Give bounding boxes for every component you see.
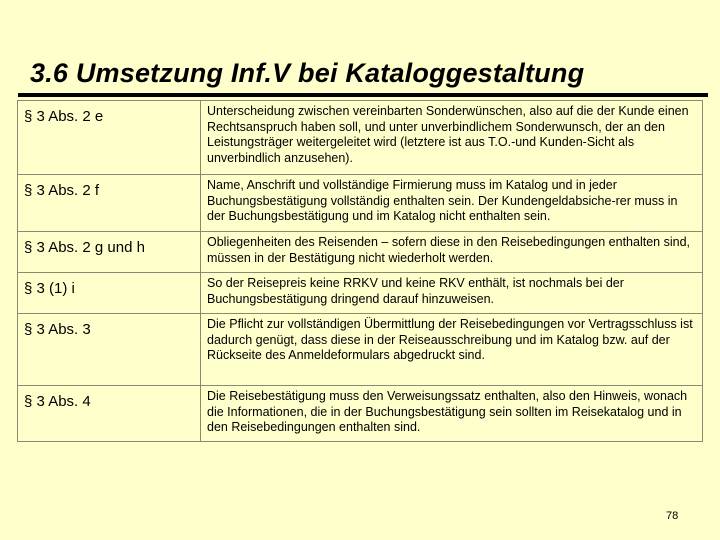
table-row: [18, 232, 703, 273]
regulations-table: [17, 100, 703, 442]
slide-title: 3.6 Umsetzung Inf.V bei Kataloggestaltung: [30, 58, 585, 88]
table-row: [18, 273, 703, 314]
table-row: [18, 386, 703, 442]
title-underline: [18, 93, 708, 97]
table-row: [18, 175, 703, 232]
description-cell: Name, Anschrift und vollständige Firmierung muss im Katalog und in jeder Buchungsbestätigung vollständig enthalten sein. Der Kundengeldabsiche-rer muss in der Buchungsbestätigung und im Katalog nicht enthalten sein.: [201, 175, 703, 232]
table-row: [18, 101, 703, 175]
section-cell: § 3 Abs. 2 e: [18, 101, 201, 175]
section-cell: § 3 Abs. 3: [18, 314, 201, 386]
table-row: [18, 314, 703, 386]
section-cell: § 3 (1) i: [18, 273, 201, 314]
description-cell: Obliegenheiten des Reisenden – sofern diese in den Reisebedingungen enthalten sind, müssen in der Bestätigung nicht wiederholt werden.: [201, 232, 703, 273]
section-cell: § 3 Abs. 2 f: [18, 175, 201, 232]
description-cell: Unterscheidung zwischen vereinbarten Sonderwünschen, also auf die der Kunde einen Rechtsanspruch haben soll, und unter unverbindlichem Sonderwunsch, der an den Leistungsträger weitergeleitet wird (letztere ist aus T.O.-und Kunden-Sicht als unverbindlich anzusehen).: [201, 101, 703, 175]
description-cell: Die Reisebestätigung muss den Verweisungssatz enthalten, also den Hinweis, wonach die Informationen, die in der Buchungsbestätigung sein sollten im Reisekatalog und in den Reisebedingungen enthalten sind.: [201, 386, 703, 442]
page-number: 78: [666, 510, 679, 522]
description-cell: Die Pflicht zur vollständigen Übermittlung der Reisebedingungen vor Vertragsschluss ist dadurch genügt, dass diese in der Reiseausschreibung und im Katalog bzw. auf der Rückseite des Anmeldeformulars abgedruckt sind.: [201, 314, 703, 386]
section-cell: § 3 Abs. 4: [18, 386, 201, 442]
description-cell: So der Reisepreis keine RRKV und keine RKV enthält, ist nochmals bei der Buchungsbestätigung dringend darauf hinzuweisen.: [201, 273, 703, 314]
section-cell: § 3 Abs. 2 g und h: [18, 232, 201, 273]
